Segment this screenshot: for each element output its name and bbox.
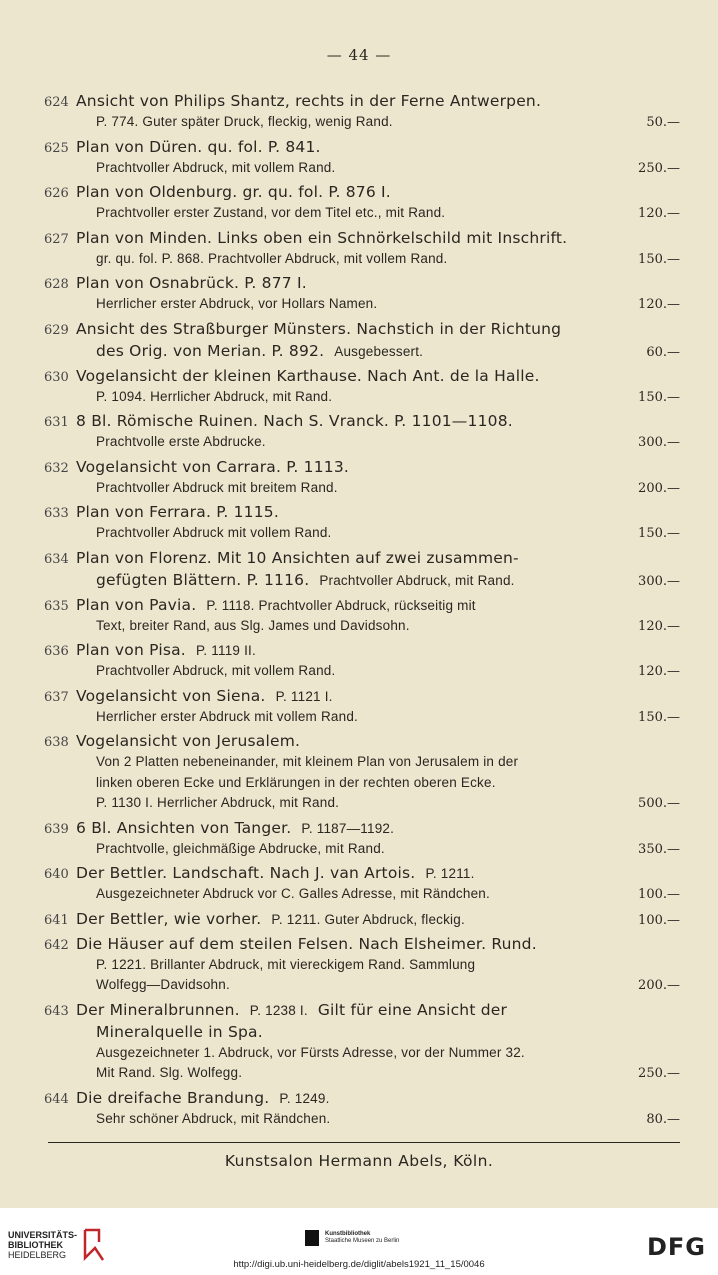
entry-description-line	[44, 387, 684, 408]
kunstbibliothek-text	[325, 1231, 399, 1245]
entry-description-line	[44, 975, 684, 996]
entry-description-line	[44, 752, 684, 773]
entry-title-tail: P. 1249.	[279, 1090, 330, 1106]
entry-number: 644	[44, 1091, 69, 1107]
catalog-entry	[44, 862, 684, 905]
entry-price: 120.—	[638, 618, 680, 634]
entry-description: Prachtvolle erste Abdrucke.	[96, 434, 266, 449]
ub-line: UNIVERSITÄTS-	[8, 1230, 78, 1240]
entry-number: 640	[44, 867, 69, 882]
entry-title-line	[44, 1087, 684, 1109]
entry-title-continued	[44, 569, 684, 591]
entry-title-line	[44, 817, 684, 839]
entry-description: Prachtvoller Abdruck, mit vollem Rand.	[96, 159, 336, 175]
catalog-entry	[44, 817, 684, 860]
entry-title: Plan von Pisa.	[76, 641, 186, 659]
entry-title-line	[44, 90, 684, 112]
entry-number: 628	[44, 277, 69, 292]
entry-price: 250.—	[638, 1066, 680, 1081]
entry-description-line	[44, 112, 684, 133]
entry-price: 300.—	[638, 573, 680, 589]
entry-description-line	[44, 707, 684, 728]
entry-description: Text, breiter Rand, aus Slg. James und Davidsohn.	[96, 617, 410, 633]
entry-title: Plan von Osnabrück. P. 877 I.	[76, 274, 307, 292]
entry-number: 638	[44, 735, 69, 750]
catalog-entry	[44, 90, 684, 133]
entry-number: 624	[44, 95, 69, 110]
entry-title: Mineralquelle in Spa.	[96, 1022, 263, 1041]
entry-description: Mit Rand. Slg. Wolfegg.	[96, 1065, 243, 1080]
entry-description-line	[44, 203, 684, 224]
entry-title: Plan von Minden. Links oben ein Schnörkelschild mit Inschrift.	[76, 228, 568, 247]
entry-title: Vogelansicht von Siena.	[76, 686, 266, 705]
entry-price: 120.—	[638, 206, 680, 221]
entry-description-line	[44, 884, 684, 905]
entry-title: Plan von Ferrara. P. 1115.	[76, 503, 279, 521]
entry-price: 120.—	[638, 664, 680, 679]
catalog-entry	[44, 227, 684, 270]
entry-description: Prachtvolle, gleichmäßige Abdrucke, mit Rand.	[96, 840, 385, 856]
ub-logo-text	[8, 1230, 77, 1260]
catalog-entry	[44, 594, 684, 637]
entry-number: 625	[44, 140, 69, 156]
footer-publisher: Kunstsalon Hermann Abels, Köln.	[224, 1152, 494, 1170]
entry-title-line	[44, 594, 684, 616]
entry-title-line	[44, 181, 684, 203]
entry-title-line	[44, 933, 684, 955]
entry-price: 200.—	[638, 480, 680, 496]
catalog-entry	[44, 365, 684, 408]
catalog-entry	[44, 730, 684, 814]
entry-title-line	[44, 136, 684, 158]
entry-description: linken oberen Ecke und Erklärungen in der rechten oberen Ecke.	[96, 774, 496, 790]
entry-title-line	[44, 318, 684, 340]
entry-title-line	[44, 730, 684, 752]
catalog-entries	[44, 90, 684, 1132]
entry-description-line	[44, 158, 684, 179]
entry-price: 150.—	[638, 526, 680, 541]
entry-title-tail: P. 1238 I.	[249, 1002, 308, 1018]
catalog-entry	[44, 685, 684, 728]
entry-description-line	[44, 839, 684, 860]
entry-title-line	[44, 501, 684, 523]
entry-title-tail: P. 1211. Guter Abdruck, fleckig.	[271, 911, 465, 927]
catalog-entry	[44, 456, 684, 499]
entry-title: Vogelansicht der kleinen Karthause. Nach Ant. de la Halle.	[76, 366, 540, 385]
catalog-entry	[44, 547, 684, 591]
entry-number: 633	[44, 506, 69, 521]
entry-title-line	[44, 227, 684, 249]
entry-number: 635	[44, 598, 69, 614]
entry-description: P. 1094. Herrlicher Abdruck, mit Rand.	[96, 388, 333, 404]
entry-price: 150.—	[638, 389, 680, 405]
entry-title: des Orig. von Merian. P. 892.	[96, 341, 325, 360]
entry-title-line	[44, 908, 684, 930]
entry-title: Vogelansicht von Carrara. P. 1113.	[76, 457, 350, 476]
entry-price: 150.—	[638, 709, 680, 725]
catalog-entry	[44, 908, 684, 930]
entry-price: 80.—	[646, 1111, 680, 1127]
entry-title: Der Mineralbrunnen.	[76, 1000, 240, 1019]
catalog-entry	[44, 501, 684, 544]
entry-number: 634	[44, 551, 69, 567]
entry-title-tail: P. 1211.	[425, 866, 475, 881]
entry-title: 6 Bl. Ansichten von Tanger.	[76, 818, 292, 837]
entry-description-line	[44, 793, 684, 814]
footer-rule	[48, 1142, 680, 1143]
catalog-entry	[44, 999, 684, 1084]
entry-price: 100.—	[638, 912, 680, 928]
entry-price: 250.—	[638, 160, 680, 176]
entry-number: 629	[44, 322, 69, 338]
entry-description: Prachtvoller Abdruck mit breitem Rand.	[96, 479, 338, 495]
entry-title-line	[44, 456, 684, 478]
entry-description: Wolfegg—Davidsohn.	[96, 977, 230, 992]
entry-number: 626	[44, 186, 69, 201]
entry-description: P. 1130 I. Herrlicher Abdruck, mit Rand.	[96, 795, 340, 810]
entry-title: Plan von Düren. qu. fol. P. 841.	[76, 137, 321, 156]
entry-description-line	[44, 432, 684, 453]
entry-title: Plan von Pavia.	[76, 595, 197, 614]
entry-description-line	[44, 773, 684, 794]
catalog-entry	[44, 933, 684, 996]
entry-description-line	[44, 955, 684, 976]
entry-price: 350.—	[638, 841, 680, 857]
entry-title: Die dreifache Brandung.	[76, 1088, 270, 1107]
entry-description-line	[44, 1063, 684, 1084]
entry-description-line	[44, 478, 684, 499]
entry-description-line	[44, 294, 684, 315]
entry-description: Ausgezeichneter 1. Abdruck, vor Fürsts Adresse, vor der Nummer 32.	[96, 1044, 525, 1060]
entry-price: 150.—	[638, 251, 680, 267]
entry-title-tail: Ausgebessert.	[334, 343, 424, 359]
entry-title-tail: Prachtvoller Abdruck, mit Rand.	[319, 572, 515, 588]
entry-description-line	[44, 1109, 684, 1130]
entry-title-line	[44, 410, 684, 432]
entry-description-line	[44, 616, 684, 637]
entry-number: 637	[44, 689, 69, 705]
entry-title: Plan von Oldenburg. gr. qu. fol. P. 876 I.	[76, 183, 391, 201]
entry-title-line	[44, 547, 684, 569]
ub-emblem-icon	[81, 1228, 107, 1262]
page-number: — 44 —	[326, 46, 392, 64]
entry-title: Ansicht des Straßburger Münsters. Nachstich in der Richtung	[76, 319, 562, 338]
catalog-entry	[44, 318, 684, 362]
entry-title-line	[44, 272, 684, 294]
entry-title: Plan von Florenz. Mit 10 Ansichten auf zwei zusammen-	[76, 548, 519, 567]
entry-description-line	[44, 1043, 684, 1064]
entry-title: gefügten Blättern. P. 1116.	[96, 570, 310, 589]
entry-title-line	[44, 685, 684, 707]
entry-title: Der Bettler. Landschaft. Nach J. van Artois.	[76, 864, 416, 882]
entry-description: Von 2 Platten nebeneinander, mit kleinem Plan von Jerusalem in der	[96, 754, 519, 769]
entry-number: 632	[44, 460, 69, 476]
ub-line: BIBLIOTHEK	[8, 1240, 63, 1250]
entry-title-tail: P. 1121 I.	[275, 688, 333, 704]
kb-line: Kunstbibliothek	[325, 1231, 371, 1237]
entry-description: Prachtvoller Abdruck, mit vollem Rand.	[96, 663, 336, 678]
entry-number: 636	[44, 644, 69, 659]
entry-description-line	[44, 249, 684, 270]
entry-description: P. 774. Guter später Druck, fleckig, wenig Rand.	[96, 114, 393, 129]
entry-description-line	[44, 523, 684, 544]
kunstbibliothek-mark-icon	[305, 1230, 319, 1246]
ub-line: HEIDELBERG	[8, 1250, 67, 1260]
entry-title-line	[44, 639, 684, 661]
entry-title: Die Häuser auf dem steilen Felsen. Nach Elsheimer. Rund.	[76, 934, 537, 953]
entry-price: 120.—	[638, 297, 680, 312]
entry-price: 500.—	[638, 796, 680, 811]
entry-title: Ansicht von Philips Shantz, rechts in der Ferne Antwerpen.	[76, 92, 542, 110]
entry-number: 630	[44, 369, 69, 385]
catalog-entry	[44, 410, 684, 453]
entry-title-tail: P. 1119 II.	[195, 643, 256, 658]
entry-title-continued	[44, 340, 684, 362]
entry-number: 643	[44, 1003, 69, 1019]
entry-number: 641	[44, 912, 69, 928]
entry-description: gr. qu. fol. P. 868. Prachtvoller Abdruck, mit vollem Rand.	[96, 250, 448, 266]
entry-price: 50.—	[646, 115, 680, 130]
catalog-entry	[44, 272, 684, 315]
entry-description: Prachtvoller erster Zustand, vor dem Titel etc., mit Rand.	[96, 205, 446, 220]
digitization-bar	[0, 1208, 718, 1275]
entry-title-continued	[44, 1021, 684, 1043]
entry-title-line	[44, 999, 684, 1021]
entry-description: Herrlicher erster Abdruck mit vollem Rand.	[96, 708, 358, 724]
entry-description: Herrlicher erster Abdruck, vor Hollars Namen.	[96, 296, 378, 311]
entry-price: 60.—	[646, 344, 680, 360]
catalog-entry	[44, 1087, 684, 1130]
entry-title-line	[44, 365, 684, 387]
entry-number: 639	[44, 821, 69, 837]
entry-price: 100.—	[638, 887, 680, 902]
catalog-entry	[44, 136, 684, 179]
entry-title-tail: P. 1118. Prachtvoller Abdruck, rückseitig mit	[206, 597, 476, 613]
kb-line: Staatliche Museen zu Berlin	[325, 1238, 400, 1244]
entry-description: Ausgezeichneter Abdruck vor C. Galles Adresse, mit Rändchen.	[96, 886, 490, 901]
entry-description: P. 1221. Brillanter Abdruck, mit viereckigem Rand. Sammlung	[96, 956, 476, 972]
entry-title: Vogelansicht von Jerusalem.	[76, 732, 301, 750]
dfg-logo[interactable]: DFG	[646, 1233, 706, 1261]
kunstbibliothek-logo[interactable]	[305, 1230, 399, 1246]
entry-title: Der Bettler, wie vorher.	[76, 909, 262, 928]
entry-description: Prachtvoller Abdruck mit vollem Rand.	[96, 525, 332, 540]
entry-title-tail: Gilt für eine Ansicht der	[317, 1000, 508, 1019]
entry-price: 200.—	[638, 978, 680, 993]
source-url[interactable]: http://digi.ub.uni-heidelberg.de/diglit/abels1921_11_15/0046	[233, 1259, 485, 1270]
entry-number: 642	[44, 937, 69, 953]
catalog-entry	[44, 639, 684, 682]
entry-title-tail: P. 1187—1192.	[301, 820, 395, 836]
entry-description-line	[44, 661, 684, 682]
entry-number: 631	[44, 415, 69, 430]
entry-description: Sehr schöner Abdruck, mit Rändchen.	[96, 1110, 331, 1126]
entry-title-line	[44, 862, 684, 884]
ub-heidelberg-logo[interactable]	[8, 1228, 107, 1262]
entry-price: 300.—	[638, 435, 680, 450]
entry-number: 627	[44, 231, 69, 247]
entry-title: 8 Bl. Römische Ruinen. Nach S. Vranck. P. 1101—1108.	[76, 412, 513, 430]
catalog-entry	[44, 181, 684, 224]
